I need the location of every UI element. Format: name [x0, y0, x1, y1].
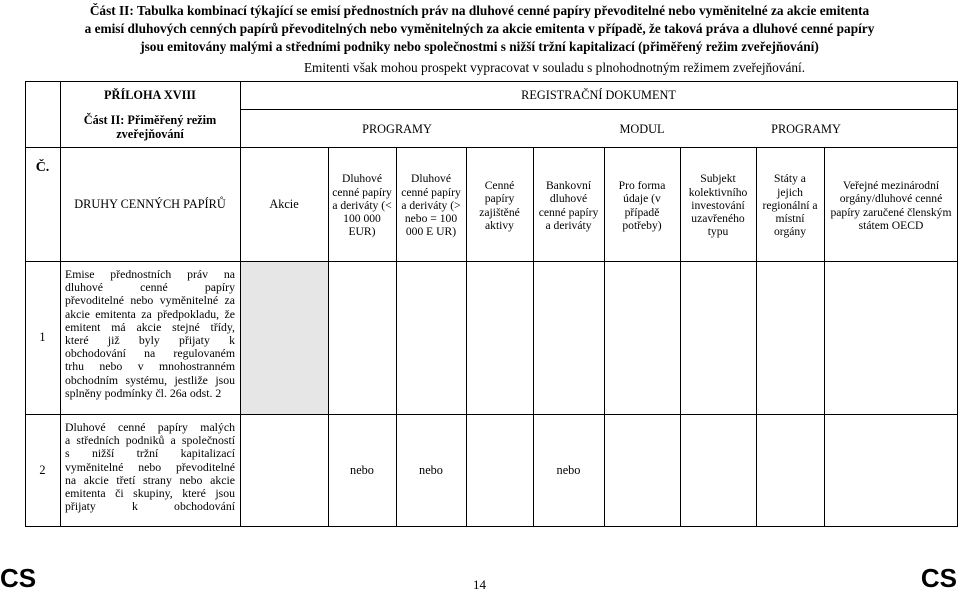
column-debt-small-heading: Dluhové cenné papíry a deriváty (< 100 000 EUR): [332, 172, 392, 239]
annex-title: PŘÍLOHA XVIII: [104, 87, 196, 102]
column-secured-heading: Cenné papíry zajištěné aktivy: [479, 179, 520, 232]
footer-language-left: CS: [0, 563, 37, 593]
row-2-description: Dluhové cenné papíry malých a středních podniků a společností s nižší tržní kapitalizací vyměnitelné nebo převoditelné na akcie třetí strany nebo akcie emitenta či skupiny, které jsou přijaty k obchodování: [65, 420, 235, 514]
column-akcie-heading: Akcie: [269, 196, 299, 211]
column-security-types-heading: DRUHY CENNÝCH PAPÍRŮ: [74, 196, 226, 211]
column-proforma-heading: Pro forma údaje (v případě potřeby): [618, 179, 666, 232]
registration-document-heading: REGISTRAČNÍ DOKUMENT: [521, 87, 676, 102]
row-2-number: 2: [39, 462, 46, 477]
modul-heading: MODUL: [619, 122, 665, 137]
header-line-2: a emisí dluhových cenných papírů převoditelných nebo vyměnitelných za akcie emitenta v případě, že taková práva a dluhové cenné papíry: [84, 21, 875, 36]
header-note: Emitenti však mohou prospekt vypracovat v souladu s plnohodnotným režimem zveřejňování.: [303, 60, 806, 75]
row-2-bank-nebo: nebo: [556, 462, 581, 477]
row-2-debt-small-nebo: nebo: [350, 462, 374, 477]
column-states-heading: Státy a jejich regionální a místní orgány: [762, 172, 818, 239]
column-collective-heading: Subjekt kolektivního investování uzavřeného typu: [688, 172, 748, 239]
row-1-number: 1: [39, 330, 46, 345]
page-number: 14: [473, 577, 486, 592]
footer-language-right: CS: [920, 563, 957, 593]
column-bank-heading: Bankovní dluhové cenné papíry a deriváty: [538, 179, 599, 232]
column-number-heading: Č.: [35, 160, 50, 176]
column-international-heading: Veřejné mezinárodní orgány/dluhové cenné papíry zaručené členským státem OECD: [830, 179, 952, 232]
programy-left-heading: PROGRAMY: [362, 122, 432, 137]
row-1-description: Emise přednostních práv na dluhové cenné papíry převoditelné nebo vyměnitelné za akcie emitenta za předpokladu, že emitent má akcie stejné třídy, které již byly přijaty k obchodování na regulovaném trhu nebo v mnohostranném obchodním systému, jestliže jsou splněny podmínky čl. 26a odst. 2: [65, 267, 235, 400]
programy-right-heading: PROGRAMY: [771, 122, 841, 137]
column-debt-large-heading: Dluhové cenné papíry a deriváty (> nebo = 100 000 E UR): [401, 172, 461, 239]
header-line-3: jsou emitovány malými a středními podniky nebo společnostmi s nižší tržní kapitalizací (přiměřený režim zveřejňování): [140, 39, 819, 54]
akcie-shaded-cell: [240, 262, 328, 414]
part-title: Část II: Přiměřený režim zveřejňování: [83, 113, 217, 141]
header-line-1: Část II: Tabulka kombinací týkající se emisí přednostních práv na dluhové cenné papíry převoditelné nebo vyměnitelné za akcie emitenta: [89, 3, 870, 18]
row-2-debt-large-nebo: nebo: [419, 462, 443, 477]
